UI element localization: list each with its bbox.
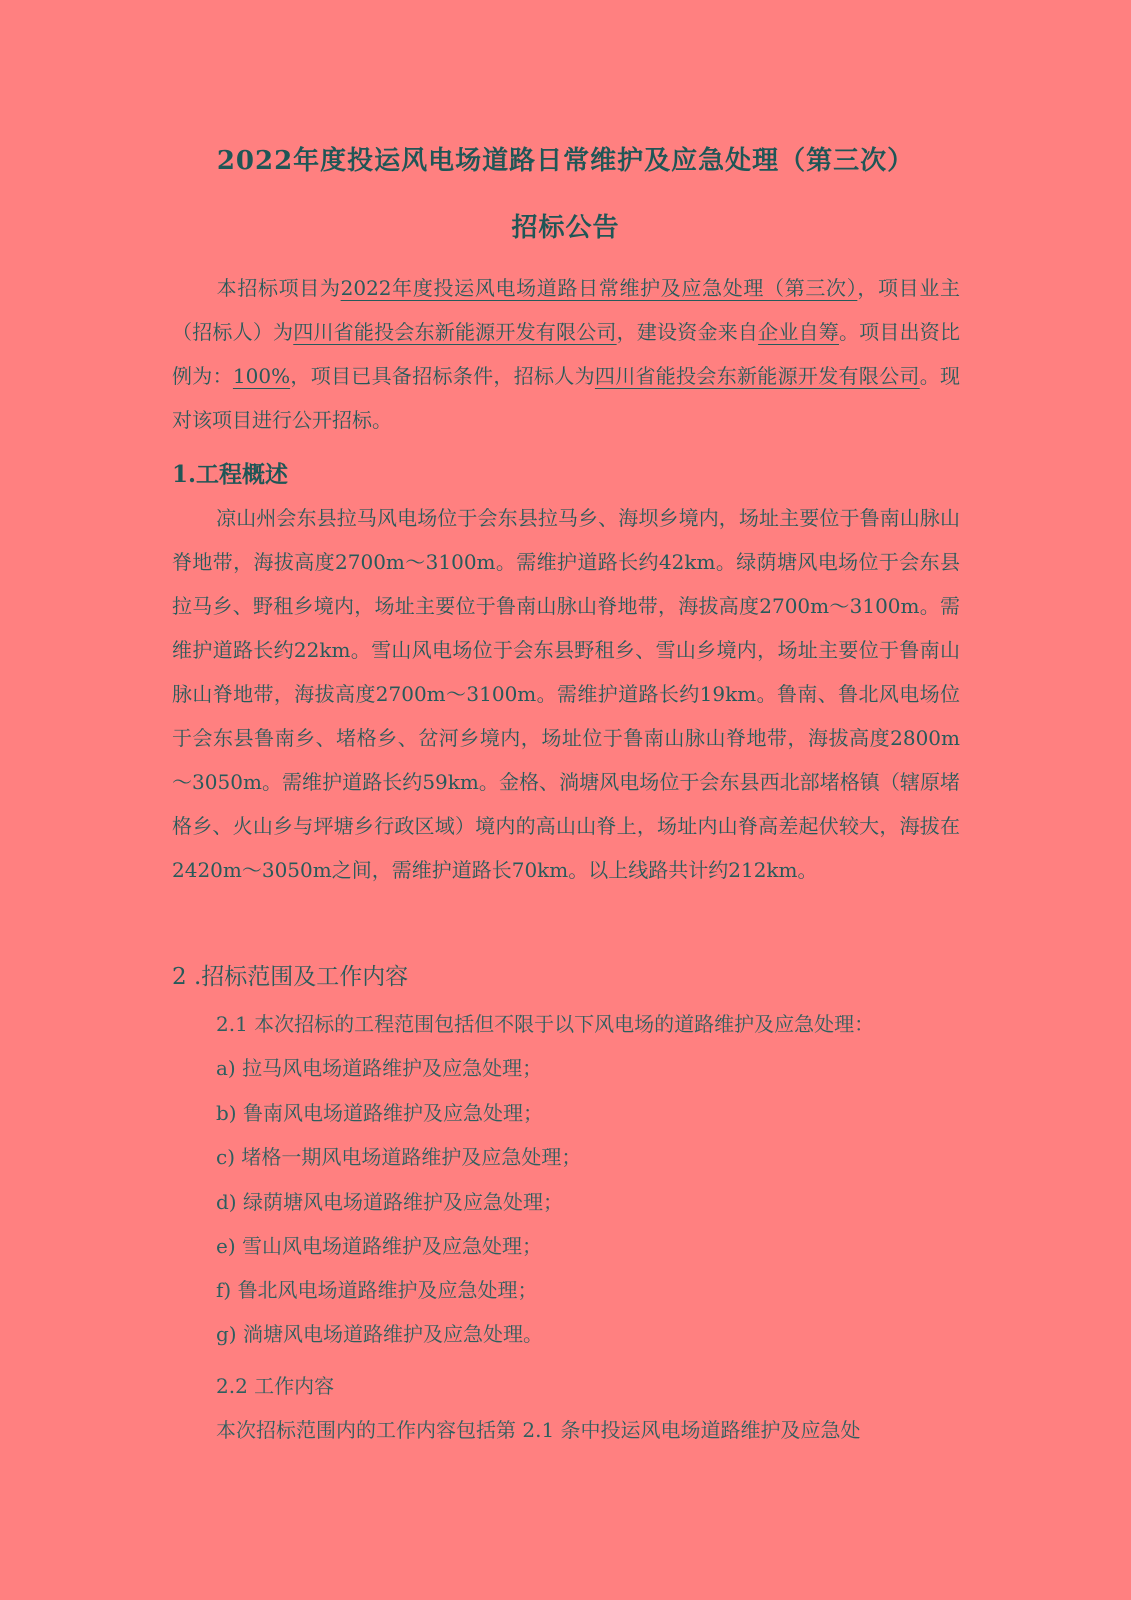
list-item: g) 淌塘风电场道路维护及应急处理。 [216,1322,543,1346]
list-item: e) 雪山风电场道路维护及应急处理； [216,1234,542,1258]
section1-heading: 1.工程概述 [172,461,289,488]
section2-sub1: 2.1 本次招标的工程范围包括但不限于以下风电场的道路维护及应急处理： [216,1012,875,1036]
list-item: b) 鲁南风电场道路维护及应急处理； [216,1101,543,1125]
owner-name: 四川省能投会东新能源开发有限公司 [293,320,617,344]
document-title-line2: 招标公告 [511,213,620,243]
project-name: 2022年度投运风电场道路日常维护及应急处理（第三次） [340,276,858,300]
section2-heading: 2 .招标范围及工作内容 [172,964,409,990]
funding-ratio: 100% [232,364,291,388]
section2-sub2: 2.2 工作内容 [216,1374,335,1398]
tenderer-name: 四川省能投会东新能源开发有限公司 [594,364,920,388]
list-item: f) 鲁北风电场道路维护及应急处理； [216,1278,538,1302]
section1-paragraph: 凉山州会东县拉马风电场位于会东县拉马乡、海坝乡境内，场址主要位于鲁南山脉山脊地带，海拔高度2700m～3100m。需维护道路长约42km。绿荫塘风电场位于会东县拉马乡、野租乡境内，场址主要位于鲁南山脉山脊地带，海拔高度2700m～3100m。需维护道路长约22km。雪山风电场位于会东县野租乡、雪山乡境内，场址主要位于鲁南山脉山脊地带，海拔高度2700m～3100m。需维护道路长约19km。鲁南、鲁北风电场位于会东县鲁南乡、堵格乡、岔河乡境内，场址位于鲁南山脉山脊地带，海拔高度2800m～3050m。需维护道路长约59km。金格、淌塘风电场位于会东县西北部堵格镇（辖原堵格乡、火山乡与坪塘乡行政区域）境内的高山山脊上，场址内山脊高差起伏较大，海拔在2420m～3050m之间，需维护道路长70km。以上线路共计约212km。 [172,506,960,882]
list-item: c) 堵格一期风电场道路维护及应急处理； [216,1145,582,1169]
intro-paragraph: 本招标项目为2022年度投运风电场道路日常维护及应急处理（第三次），项目业主（招标人）为四川省能投会东新能源开发有限公司，建设资金来自企业自筹。项目出资比例为：100%，项目已具备招标条件，招标人为四川省能投会东新能源开发有限公司。现对该项目进行公开招标。 [172,276,961,432]
document-title-line1: 2022年度投运风电场道路日常维护及应急处理（第三次） [216,146,915,176]
funding-source: 企业自筹 [758,320,839,344]
list-item: a) 拉马风电场道路维护及应急处理； [216,1056,543,1080]
section2-sub2-body: 本次招标范围内的工作内容包括第 2.1 条中投运风电场道路维护及应急处 [216,1418,861,1442]
list-item: d) 绿荫塘风电场道路维护及应急处理； [216,1190,563,1214]
